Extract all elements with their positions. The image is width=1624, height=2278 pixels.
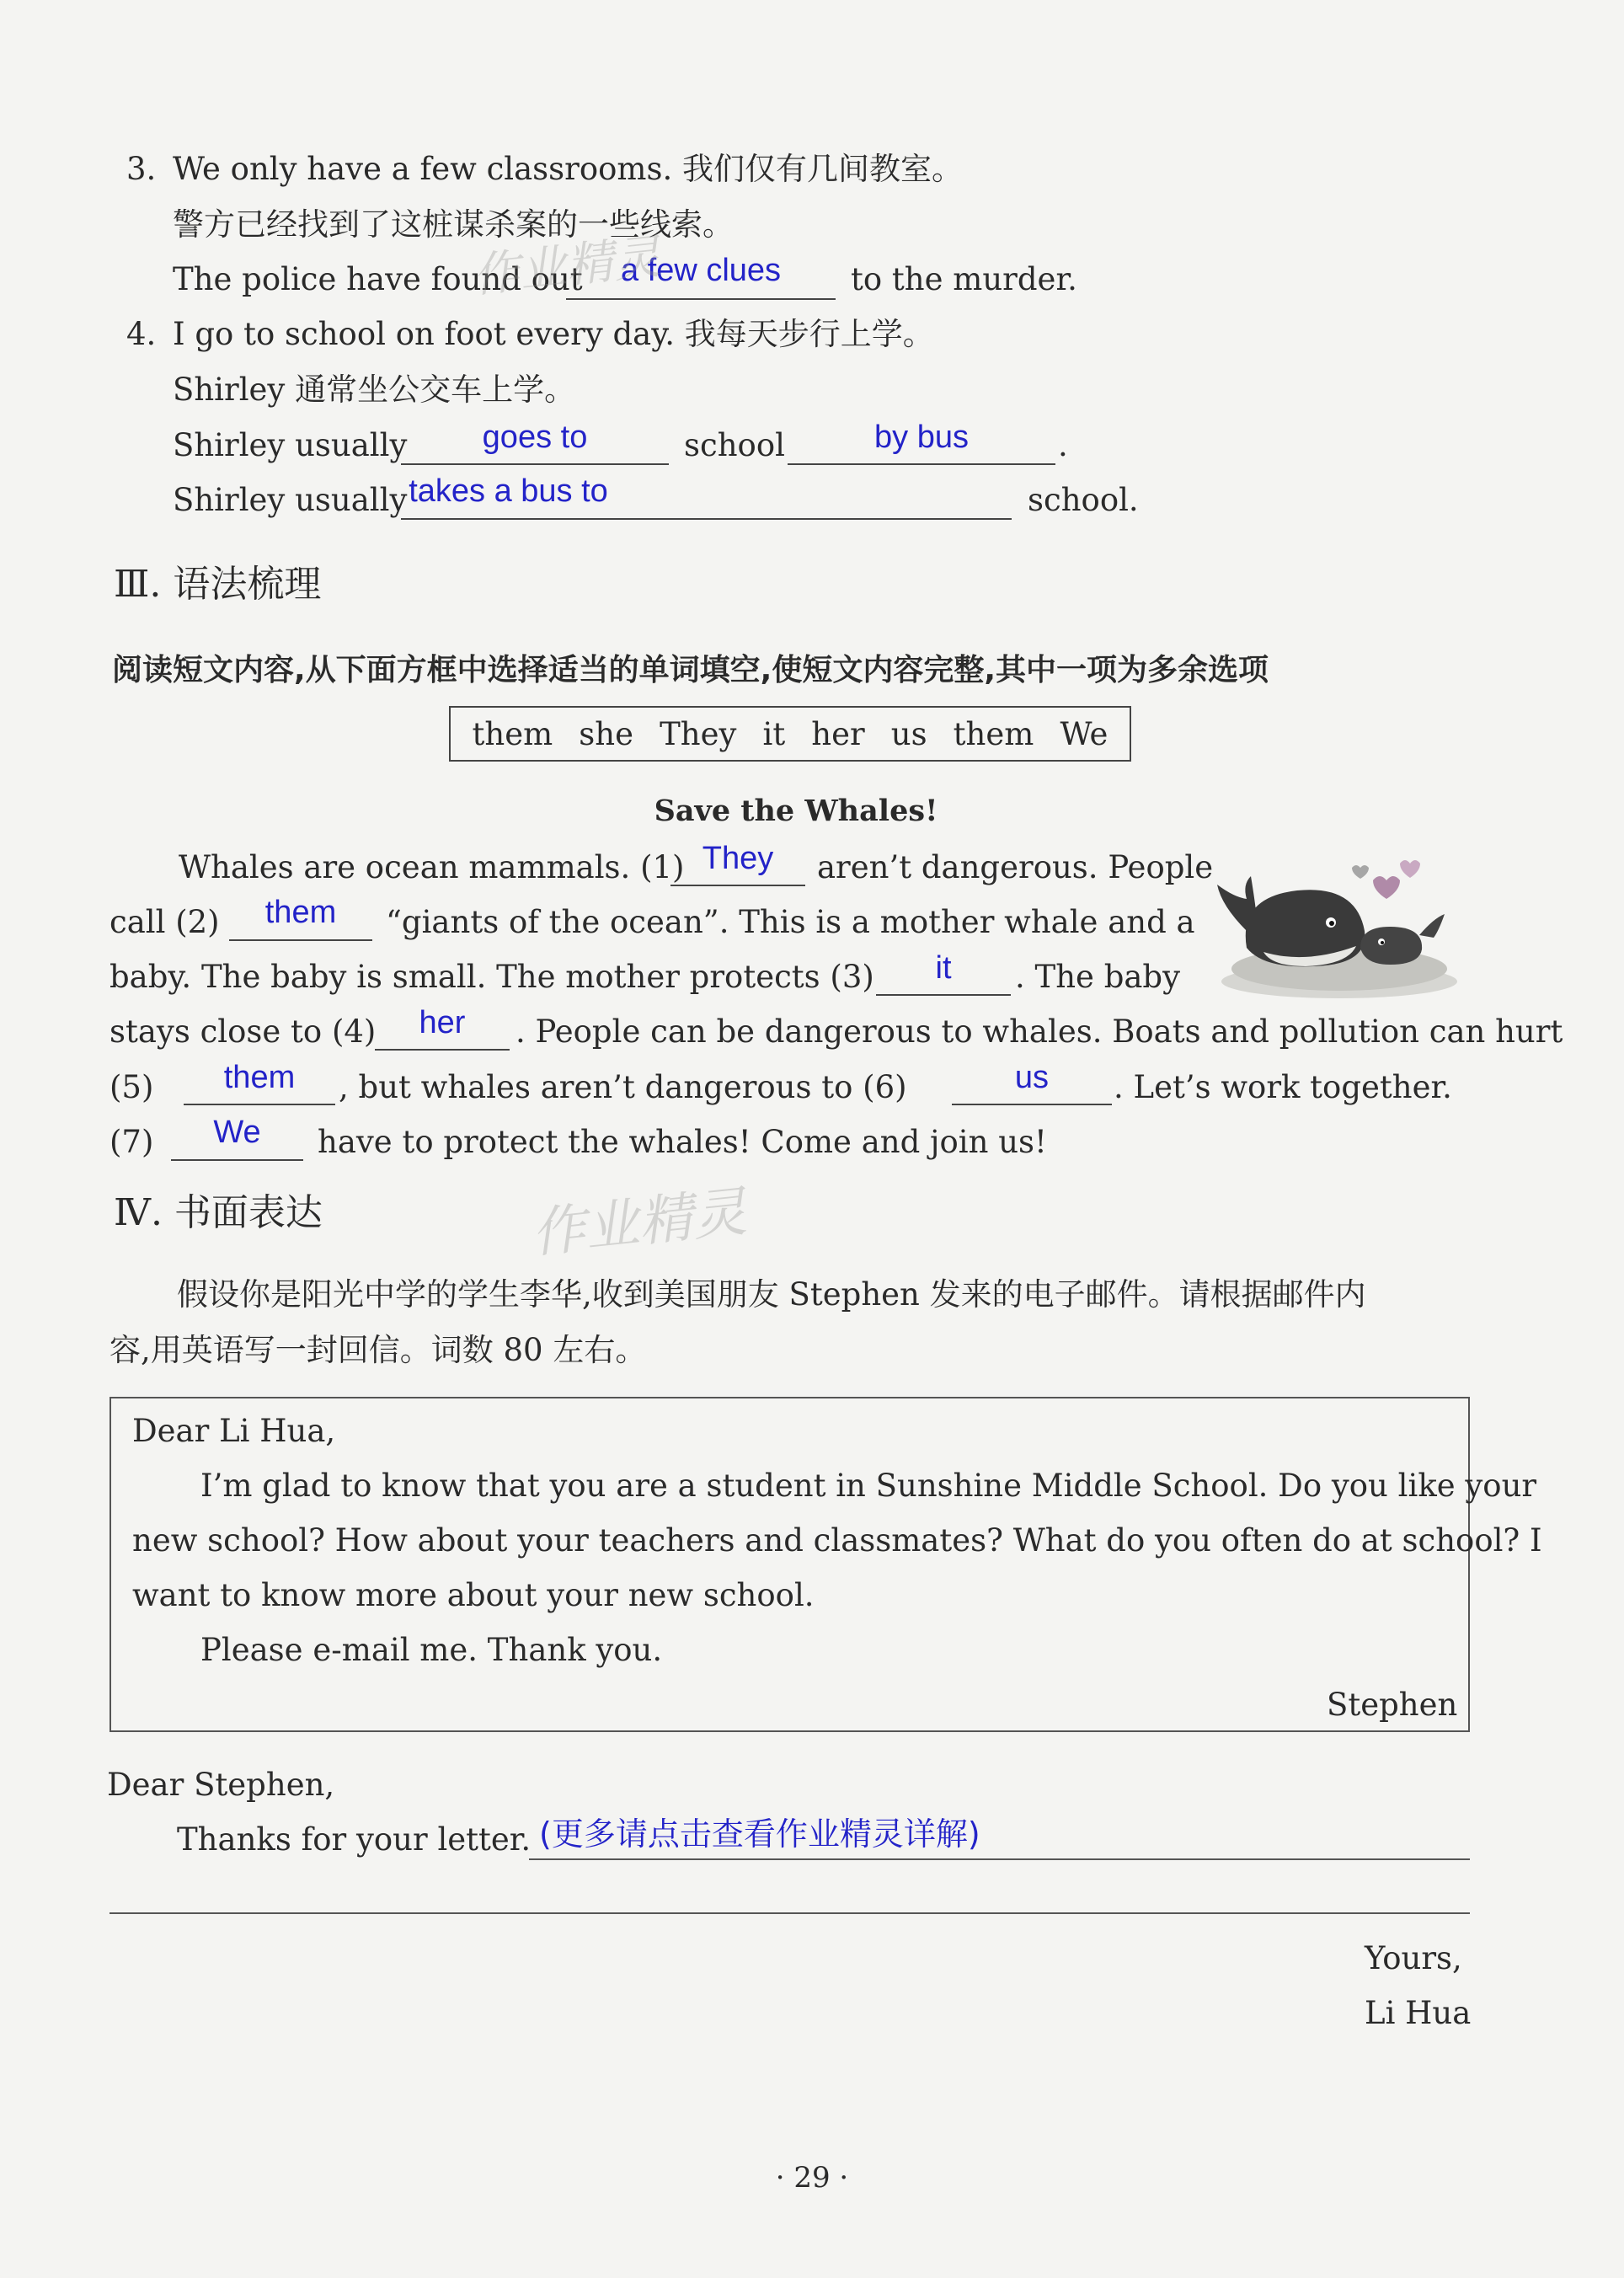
q4-s1-blank2 — [788, 463, 1055, 465]
watermark-mid: 作业精灵 — [528, 1180, 750, 1266]
q4-s2-end: school. — [1028, 482, 1139, 518]
q4-s1-end: . — [1058, 427, 1068, 463]
passage-line4-end: . People can be dangerous to whales. Boats and pollution can hurt — [516, 1013, 1563, 1050]
q4-s2-answer: takes a bus to — [409, 473, 608, 509]
passage-line5-mid: , but whales aren’t dangerous to (6) — [339, 1069, 907, 1105]
word-bank-item: us — [890, 715, 927, 752]
q3-answer: a few clues — [620, 253, 782, 288]
reply-closing: Yours, — [1365, 1940, 1462, 1976]
passage-line2-start: call (2) — [110, 904, 220, 940]
passage-line5-end: . Let’s work together. — [1114, 1069, 1452, 1105]
q3-blank — [566, 298, 836, 300]
email-signature: Stephen — [1327, 1687, 1458, 1723]
passage-line1-start: Whales are ocean mammals. (1) — [179, 849, 685, 885]
blank-4 — [375, 1049, 510, 1051]
reply-name: Li Hua — [1365, 1995, 1472, 2031]
passage-title: Save the Whales! — [654, 794, 938, 828]
email-line3: want to know more about your new school. — [132, 1577, 815, 1613]
blank-5 — [184, 1104, 335, 1105]
answer-5: them — [223, 1060, 296, 1095]
word-bank-item: she — [579, 715, 634, 752]
q4-s1-mid: school — [684, 427, 785, 463]
answer-6: us — [1014, 1060, 1050, 1095]
word-bank-item: her — [811, 715, 865, 752]
passage-line6-end: have to protect the whales! Come and join us! — [318, 1124, 1047, 1160]
passage-line4-start: stays close to (4) — [110, 1013, 377, 1050]
email-line1: I’m glad to know that you are a student in Sunshine Middle School. Do you like your — [200, 1468, 1537, 1504]
q3-sentence-start: The police have found out — [173, 261, 583, 297]
watermark-top: 作业精灵 — [469, 229, 664, 304]
answer-4: her — [419, 1005, 466, 1040]
section4-title: Ⅳ. 书面表达 — [114, 1191, 323, 1234]
task-line1: 假设你是阳光中学的学生李华,收到美国朋友 Stephen 发来的电子邮件。请根据邮件内 — [177, 1276, 1366, 1313]
section3-title: Ⅲ. 语法梳理 — [114, 563, 322, 606]
q3-prompt-cn: 警方已经找到了这桩谋杀案的一些线索。 — [173, 206, 734, 243]
blank-7 — [171, 1159, 303, 1161]
view-solution-link[interactable]: (更多请点击查看作业精灵详解) — [539, 1815, 980, 1853]
answer-3: it — [935, 950, 952, 986]
passage-line3-end: . The baby — [1015, 959, 1181, 995]
q4-s2-blank — [401, 518, 1012, 520]
passage-line2-end: “giants of the ocean”. This is a mother whale and a — [386, 904, 1195, 940]
blank-3 — [876, 994, 1011, 996]
blank-6 — [952, 1104, 1112, 1105]
page-number: · 29 · — [775, 2161, 849, 2195]
reply-line1: Thanks for your letter. — [177, 1821, 532, 1858]
task-line2: 容,用英语写一封回信。词数 80 左右。 — [110, 1332, 647, 1368]
q3-sentence-end: to the murder. — [851, 261, 1077, 297]
blank-2 — [229, 939, 372, 941]
q4-s1-start: Shirley usually — [173, 427, 408, 463]
reply-rule2 — [110, 1912, 1470, 1914]
answer-2: them — [264, 895, 337, 930]
passage-line3-start: baby. The baby is small. The mother protects (3) — [110, 959, 874, 995]
q4-example: I go to school on foot every day. 我每天步行上学。 — [173, 316, 934, 352]
q4-number: 4. — [126, 316, 157, 352]
q3-number: 3. — [126, 151, 157, 187]
email-line4: Please e-mail me. Thank you. — [200, 1632, 663, 1668]
reply-greeting: Dear Stephen, — [107, 1767, 335, 1803]
email-greeting: Dear Li Hua, — [132, 1413, 336, 1449]
q4-s1-answer1: goes to — [482, 420, 588, 455]
q4-s1-answer2: by bus — [874, 420, 969, 455]
q4-prompt-cn: Shirley 通常坐公交车上学。 — [173, 372, 576, 408]
whale-illustration — [1213, 838, 1466, 1003]
reply-rule1 — [529, 1858, 1470, 1860]
word-bank-item: them — [472, 715, 553, 752]
word-bank — [449, 706, 1131, 762]
word-bank-item: them — [953, 715, 1034, 752]
email-line2: new school? How about your teachers and classmates? What do you often do at school? I — [132, 1522, 1542, 1559]
passage-line5-num5: (5) — [110, 1069, 154, 1105]
q4-s2-start: Shirley usually — [173, 482, 408, 518]
word-bank-item: We — [1060, 715, 1108, 752]
word-bank-item: They — [660, 715, 737, 752]
answer-1: They — [702, 841, 774, 876]
q3-example: We only have a few classrooms. 我们仅有几间教室。 — [173, 151, 963, 187]
section3-instruction: 阅读短文内容,从下面方框中选择适当的单词填空,使短文内容完整,其中一项为多余选项 — [112, 653, 1269, 687]
word-bank-item: it — [762, 715, 786, 752]
passage-line6-num7: (7) — [110, 1124, 154, 1160]
q4-s1-blank1 — [401, 463, 669, 465]
answer-7: We — [213, 1115, 261, 1150]
blank-1 — [670, 885, 805, 886]
passage-line1-end: aren’t dangerous. People — [817, 849, 1214, 885]
